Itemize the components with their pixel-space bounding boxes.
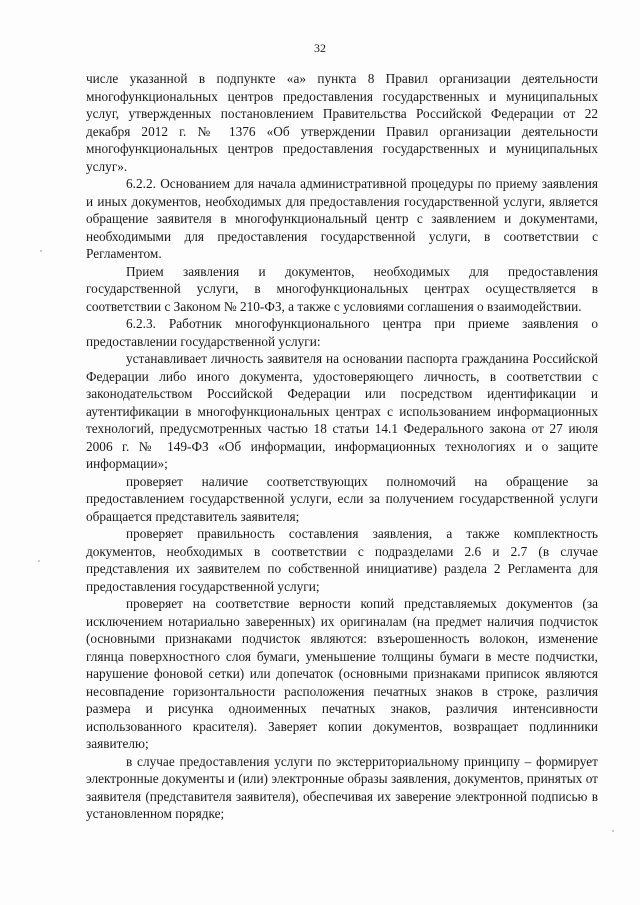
list-item-completeness: проверяет правильность составления заявления, а также комплектность документов, необходимых в соответствии с подразделами 2.6 и 2.7 (в случае представления их заявителем по собственной инициативе) раздела 2 Регламента для предоставления государственной услуги; [86, 526, 598, 594]
body-text [86, 70, 598, 823]
paragraph-reception: Прием заявления и документов, необходимых для предоставления государственной услуги, в многофункциональных центрах осуществляется в соответствии с Законом № 210-ФЗ, а также с условиями соглашения о взаимодействии. [86, 263, 598, 314]
list-item-extraterritorial: в случае предоставления услуги по экстерриториальному принципу – формирует электронные документы и (или) электронные образы заявления, документов, принятых от заявителя (представителя заявителя), обеспечивая их заверение электронной подписью в установленном порядке; [86, 753, 598, 821]
scan-speck [38, 560, 40, 562]
scan-speck [612, 830, 614, 832]
paragraph-6-2-3: 6.2.3. Работник многофункционального центра при приеме заявления о предоставлении государственной услуги: [86, 316, 598, 349]
page-number: 32 [314, 41, 326, 55]
list-item-authority: проверяет наличие соответствующих полномочий на обращение за предоставлением государственной услуги, если за получением государственной услуги обращается представитель заявителя; [86, 473, 598, 524]
paragraph-6-2-2: 6.2.2. Основанием для начала административной процедуры по приему заявления и иных документов, необходимых для предоставления государственной услуги, является обращение заявителя в многофункциональный центр с заявлением и документами, необходимыми для предоставления государственной услуги, в соответствии с Регламентом. [86, 176, 598, 261]
paragraph-continuation: числе указанной в подпункте «а» пункта 8 Правил организации деятельности многофункциональных центров предоставления государственных и муниципальных услуг, утвержденных постановлением Правительства Российской Федерации от 22 декабря 2012 г. № 1376 «Об утверждении Правил организации деятельности многофункциональных центров предоставления государственных и муниципальных услуг». [86, 71, 598, 174]
list-item-copies: проверяет на соответствие верности копий представляемых документов (за исключением нотариально заверенных) их оригиналам (на предмет наличия подчисток (основными признаками подчисток являются: взъерошенность волокон, изменение глянца поверхностного слоя бумаги, уменьшение толщины бумаги в месте подчистки, нарушение фоновой сетки) или допечаток (основными признаками приписок являются несовпадение горизонтальности расположения печатных знаков в строке, различия размера и рисунка одноименных печатных знаков, различия интенсивности использованного красителя). Заверяет копии документов, возвращает подлинники заявителю; [86, 596, 598, 751]
scan-speck [40, 250, 42, 252]
list-item-identity: устанавливает личность заявителя на основании паспорта гражданина Российской Федерации либо иного документа, удостоверяющего личность, в соответствии с законодательством Российской Федерации или посредством идентификации и аутентификации в многофункциональных центрах с использованием информационных технологий, предусмотренных частью 18 статьи 14.1 Федерального закона от 27 июля 2006 г. № 149-ФЗ «Об информации, информационных технологиях и о защите информации»; [86, 351, 598, 471]
